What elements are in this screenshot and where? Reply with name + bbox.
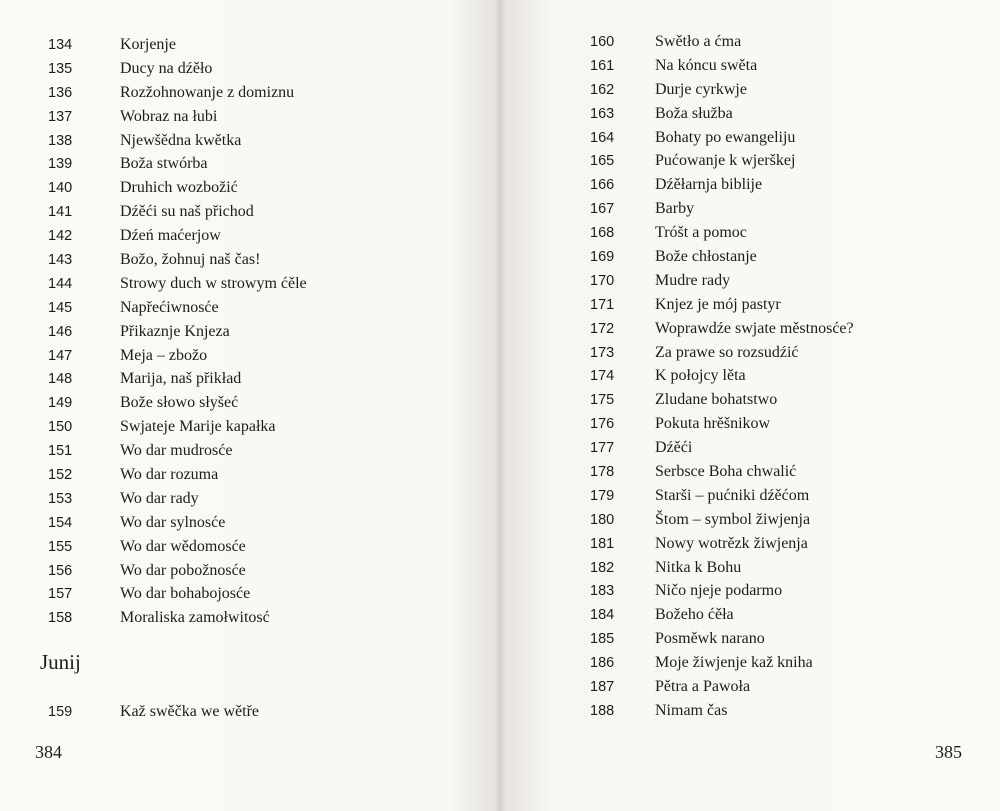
- list-item: [590, 269, 854, 293]
- entry-title: Štom – symbol žiwjenja: [655, 510, 811, 528]
- entry-number: 148: [48, 371, 73, 388]
- entry-title: Rozžohnowanje z domiznu: [120, 83, 295, 101]
- list-item: [590, 30, 854, 54]
- list-item: [48, 511, 307, 535]
- entry-number: 156: [48, 562, 73, 579]
- list-item: [48, 367, 307, 391]
- entry-title: Wo dar rady: [120, 489, 199, 507]
- list-item: [48, 296, 307, 320]
- entry-number: 145: [48, 299, 73, 316]
- entry-number: 150: [48, 419, 73, 436]
- list-item: [590, 556, 854, 580]
- list-item: [48, 152, 307, 176]
- entry-title: Dźěłarnja biblije: [655, 176, 763, 194]
- entry-number: 135: [48, 60, 73, 77]
- entry-title: Nitka k Bohu: [655, 558, 742, 576]
- entry-number: 144: [48, 275, 73, 292]
- list-item: [48, 487, 307, 511]
- entry-title: Dźěći su naš přichod: [120, 203, 254, 221]
- entry-title: Pućowanje k wjerškej: [655, 152, 796, 170]
- entry-title: Korjenje: [120, 35, 176, 53]
- list-item: [590, 603, 854, 627]
- entry-title: Pokuta hrěšnikow: [655, 415, 771, 433]
- entry-title: Za prawe so rozsudźić: [655, 343, 799, 361]
- list-item: [590, 245, 854, 269]
- entry-title: Wo dar wědomosće: [120, 537, 246, 555]
- list-item: [590, 341, 854, 365]
- entry-number: 164: [590, 129, 615, 146]
- entry-title: Přikaznje Knjeza: [120, 322, 230, 340]
- contents-list-left: [48, 33, 307, 630]
- entry-number: 178: [590, 463, 615, 480]
- list-item: [48, 81, 307, 105]
- entry-title: Ničo njeje podarmo: [655, 582, 783, 600]
- right-page: [502, 0, 1000, 811]
- list-item: [590, 126, 854, 150]
- list-item: [590, 532, 854, 556]
- entry-title: Wo dar rozuma: [120, 465, 219, 483]
- entry-number: 161: [590, 57, 615, 74]
- entry-number: 185: [590, 631, 615, 648]
- list-item: [590, 197, 854, 221]
- list-item: [48, 415, 307, 439]
- list-item: [48, 129, 307, 153]
- entry-number: 167: [590, 201, 615, 218]
- entry-title: Kaž swěčka we wětře: [120, 702, 260, 720]
- entry-title: Ducy na dźěło: [120, 59, 213, 77]
- list-item: [48, 57, 307, 81]
- entry-number: 143: [48, 251, 73, 268]
- entry-title: Njewšědna kwětka: [120, 131, 242, 149]
- entry-number: 162: [590, 81, 615, 98]
- entry-number: 141: [48, 204, 73, 221]
- entry-number: 138: [48, 132, 73, 149]
- list-item: [48, 33, 307, 57]
- page-number-left: 384: [35, 742, 62, 762]
- entry-number: 177: [590, 440, 615, 457]
- entry-number: 179: [590, 487, 615, 504]
- list-item: [48, 391, 307, 415]
- entry-number: 166: [590, 177, 615, 194]
- entry-title: Boža stwórba: [120, 155, 208, 173]
- list-item: [590, 460, 854, 484]
- entry-number: 157: [48, 586, 73, 603]
- entry-number: 149: [48, 395, 73, 412]
- entry-title: Bože słowo słyšeć: [120, 394, 239, 412]
- entry-number: 153: [48, 490, 73, 507]
- entry-number: 176: [590, 416, 615, 433]
- entry-title: K połojcy lěta: [655, 367, 746, 385]
- list-item: [590, 221, 854, 245]
- entry-number: 175: [590, 392, 615, 409]
- entry-number: 181: [590, 535, 615, 552]
- entry-number: 137: [48, 108, 73, 125]
- list-item: [590, 436, 854, 460]
- entry-number: 147: [48, 347, 73, 364]
- list-item: [48, 320, 307, 344]
- entry-title: Wo dar sylnosće: [120, 513, 226, 531]
- entry-number: 134: [48, 36, 73, 53]
- entry-title: Posměwk narano: [655, 630, 765, 648]
- entry-number: 142: [48, 228, 73, 245]
- left-page: [0, 0, 498, 811]
- entry-number: 151: [48, 443, 73, 460]
- entry-number: 163: [590, 105, 615, 122]
- list-item: [590, 102, 854, 126]
- entry-number: 136: [48, 84, 73, 101]
- entry-number: 155: [48, 538, 73, 555]
- entry-title: Meja – zbožo: [120, 346, 208, 364]
- list-item: [48, 439, 307, 463]
- entry-title: Druhich wozbožić: [120, 179, 238, 197]
- entry-number: 186: [590, 655, 615, 672]
- entry-number: 187: [590, 678, 615, 695]
- list-item: [590, 78, 854, 102]
- entry-title: Pětra a Pawoła: [655, 677, 751, 695]
- list-item: [590, 173, 854, 197]
- list-item: [590, 508, 854, 532]
- entry-number: 159: [48, 703, 73, 720]
- entry-title: Swjateje Marije kapałka: [120, 418, 276, 436]
- entry-number: 154: [48, 514, 73, 531]
- list-item: [48, 463, 307, 487]
- entry-title: Mudre rady: [655, 271, 731, 289]
- list-item: [48, 606, 307, 630]
- entry-title: Nowy wotrězk žiwjenja: [655, 534, 808, 552]
- list-item: [590, 412, 854, 436]
- entry-number: 165: [590, 153, 615, 170]
- entry-number: 188: [590, 702, 615, 719]
- list-item: [590, 388, 854, 412]
- section-heading: Junij: [40, 650, 81, 674]
- list-item: [590, 149, 854, 173]
- entry-number: 184: [590, 607, 615, 624]
- entry-title: Boža słužba: [655, 104, 733, 122]
- entry-number: 140: [48, 180, 73, 197]
- list-item: [48, 272, 307, 296]
- list-item: [48, 535, 307, 559]
- list-item: [48, 224, 307, 248]
- entry-number: 139: [48, 156, 73, 173]
- entry-title: Starši – pućniki dźěćom: [655, 486, 810, 504]
- entry-number: 183: [590, 583, 615, 600]
- list-item: [590, 317, 854, 341]
- entry-title: Nimam čas: [655, 701, 728, 719]
- entry-title: Božeho ćěła: [655, 606, 734, 624]
- entry-title: Swětło a ćma: [655, 32, 742, 50]
- entry-number: 170: [590, 272, 615, 289]
- entry-title: Moraliska zamołwitosć: [120, 609, 270, 627]
- entry-title: Zludane bohatstwo: [655, 391, 778, 409]
- entry-title: Moje žiwjenje kaž kniha: [655, 654, 813, 672]
- entry-number: 152: [48, 466, 73, 483]
- list-item: [590, 699, 854, 723]
- entry-title: Wo dar pobožnosće: [120, 561, 246, 579]
- entry-number: 182: [590, 559, 615, 576]
- entry-number: 174: [590, 368, 615, 385]
- list-item: [48, 344, 307, 368]
- entry-number: 173: [590, 344, 615, 361]
- list-item: [48, 248, 307, 272]
- list-item: [48, 700, 259, 724]
- list-item: [590, 651, 854, 675]
- entry-title: Bohaty po ewangeliju: [655, 128, 796, 146]
- list-item: [590, 675, 854, 699]
- list-item: [590, 627, 854, 651]
- list-item: [48, 105, 307, 129]
- contents-list-right: [590, 30, 854, 723]
- entry-number: 172: [590, 320, 615, 337]
- entry-title: Božo, žohnuj naš čas!: [120, 250, 261, 268]
- list-item: [590, 54, 854, 78]
- section-contents-list: [48, 700, 259, 724]
- entry-number: 158: [48, 610, 73, 627]
- entry-number: 146: [48, 323, 73, 340]
- entry-number: 169: [590, 248, 615, 265]
- entry-title: Barby: [655, 200, 695, 218]
- list-item: [48, 176, 307, 200]
- entry-title: Dźěći: [655, 439, 693, 457]
- entry-title: Tróšt a pomoc: [655, 224, 747, 242]
- entry-number: 160: [590, 33, 615, 50]
- entry-title: Strowy duch w strowym ćěle: [120, 274, 307, 292]
- entry-title: Wobraz na łubi: [120, 107, 218, 125]
- entry-title: Wo dar mudrosće: [120, 442, 233, 460]
- entry-title: Knjez je mój pastyr: [655, 295, 781, 313]
- list-item: [590, 364, 854, 388]
- list-item: [590, 484, 854, 508]
- entry-title: Durje cyrkwje: [655, 80, 747, 98]
- entry-title: Marija, naš přikład: [120, 370, 242, 388]
- list-item: [590, 293, 854, 317]
- list-item: [48, 200, 307, 224]
- entry-title: Na kóncu swěta: [655, 56, 758, 74]
- entry-number: 171: [590, 296, 615, 313]
- entry-title: Serbsce Boha chwalić: [655, 462, 797, 480]
- list-item: [48, 582, 307, 606]
- entry-title: Woprawdźe swjate městnosće?: [655, 319, 854, 337]
- entry-title: Dźeń maćerjow: [120, 227, 221, 245]
- entry-title: Napřećiwnosće: [120, 298, 219, 316]
- list-item: [590, 579, 854, 603]
- entry-title: Bože chłostanje: [655, 247, 757, 265]
- list-item: [48, 559, 307, 583]
- entry-title: Wo dar bohabojosće: [120, 585, 251, 603]
- page-number-right: 385: [935, 742, 962, 762]
- entry-number: 180: [590, 511, 615, 528]
- entry-number: 168: [590, 225, 615, 242]
